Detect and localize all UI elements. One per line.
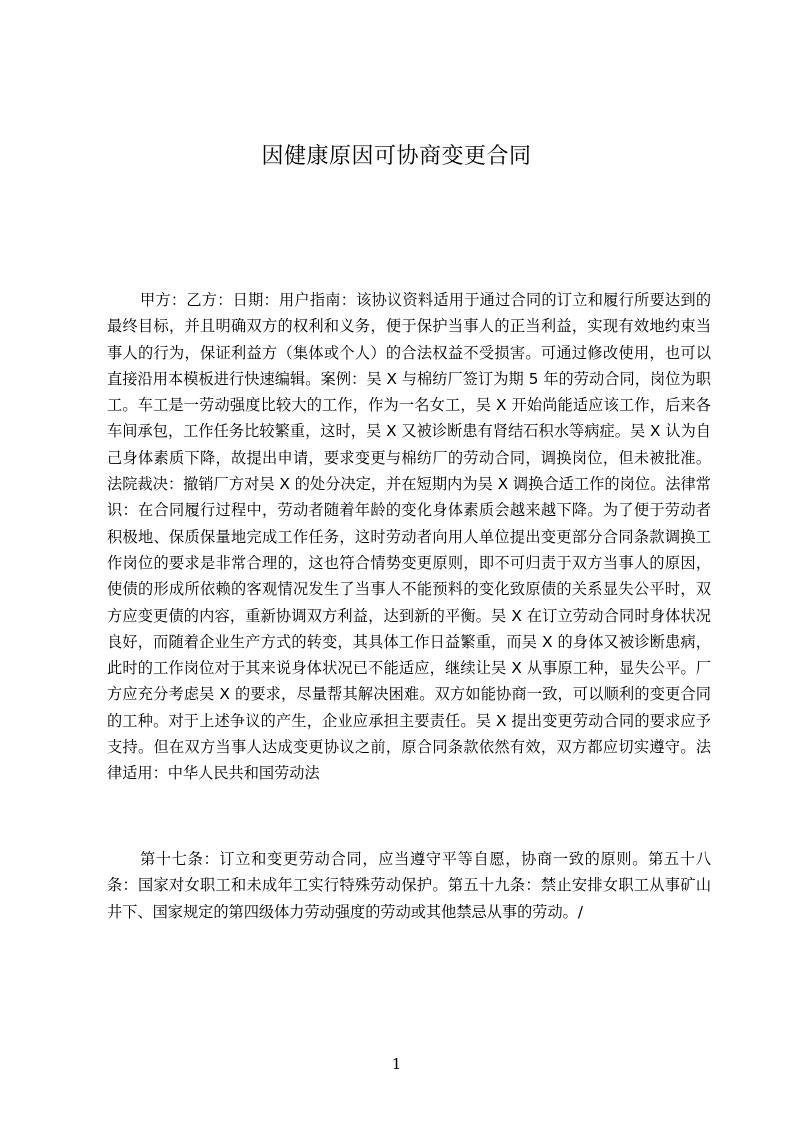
document-title: 因健康原因可协商变更合同 xyxy=(261,144,532,169)
body-paragraph-case: 甲方：乙方：日期：用户指南：该协议资料适用于通过合同的订立和履行所要达到的最终目标，并且明确双方的权利和义务，便于保护当事人的正当利益，实现有效地约束当事人的行为，保证利益方（集体或个人）的合法权益不受损害。可通过修改使用，也可以直接沿用本模板进行快速编辑。案例：吴 X 与棉纺厂签订为期 5 年的劳动合同，岗位为职工。车工是一劳动强度比较大的工作，作为一名女工，吴 X 开始尚能适应该工作，后来各车间承包，工作任务比较繁重，这时，吴 X 又被诊断患有肾结石积水等病症。吴 X 认为自己身体素质下降，故提出申请，要求变更与棉纺厂的劳动合同，调换岗位，但未被批准。法院裁决：撤销厂方对吴 X 的处分决定，并在短期内为吴 X 调换合适工作的岗位。法律常识：在合同履行过程中，劳动者随着年龄的变化身体素质会越来越下降。为了便于劳动者积极地、保质保量地完成工作任务，这时劳动者向用人单位提出变更部分合同条款调换工作岗位的要求是非常合理的，这也符合情势变更原则，即不可归责于双方当事人的原因，使债的形成所依赖的客观情况发生了当事人不能预料的变化致原债的关系显失公平时，双方应变更债的内容，重新协调双方利益，达到新的平衡。吴 X 在订立劳动合同时身体状况良好，而随着企业生产方式的转变，其具体工作日益繁重，而吴 X 的身体又被诊断患病，此时的工作岗位对于其来说身体状况已不能适应，继续让吴 X 从事原工种，显失公平。厂方应充分考虑吴 X 的要求，尽量帮其解决困难。双方如能协商一致，可以顺利的变更合同的工种。对于上述争议的产生，企业应承担主要责任。吴 X 提出变更劳动合同的要求应予支持。但在双方当事人达成变更协议之前，原合同条款依然有效，双方都应切实遵守。法律适用：中华人民共和国劳动法 xyxy=(107,291,711,783)
body-paragraph-articles: 第十七条：订立和变更劳动合同，应当遵守平等自愿，协商一致的原则。第五十八条：国家对女职工和未成年工实行特殊劳动保护。第五十九条：禁止安排女职工从事矿山井下、国家规定的第四级体力劳动强度的劳动或其他禁忌从事的劳动。/ xyxy=(107,850,711,921)
page-number: 1 xyxy=(391,1055,402,1073)
